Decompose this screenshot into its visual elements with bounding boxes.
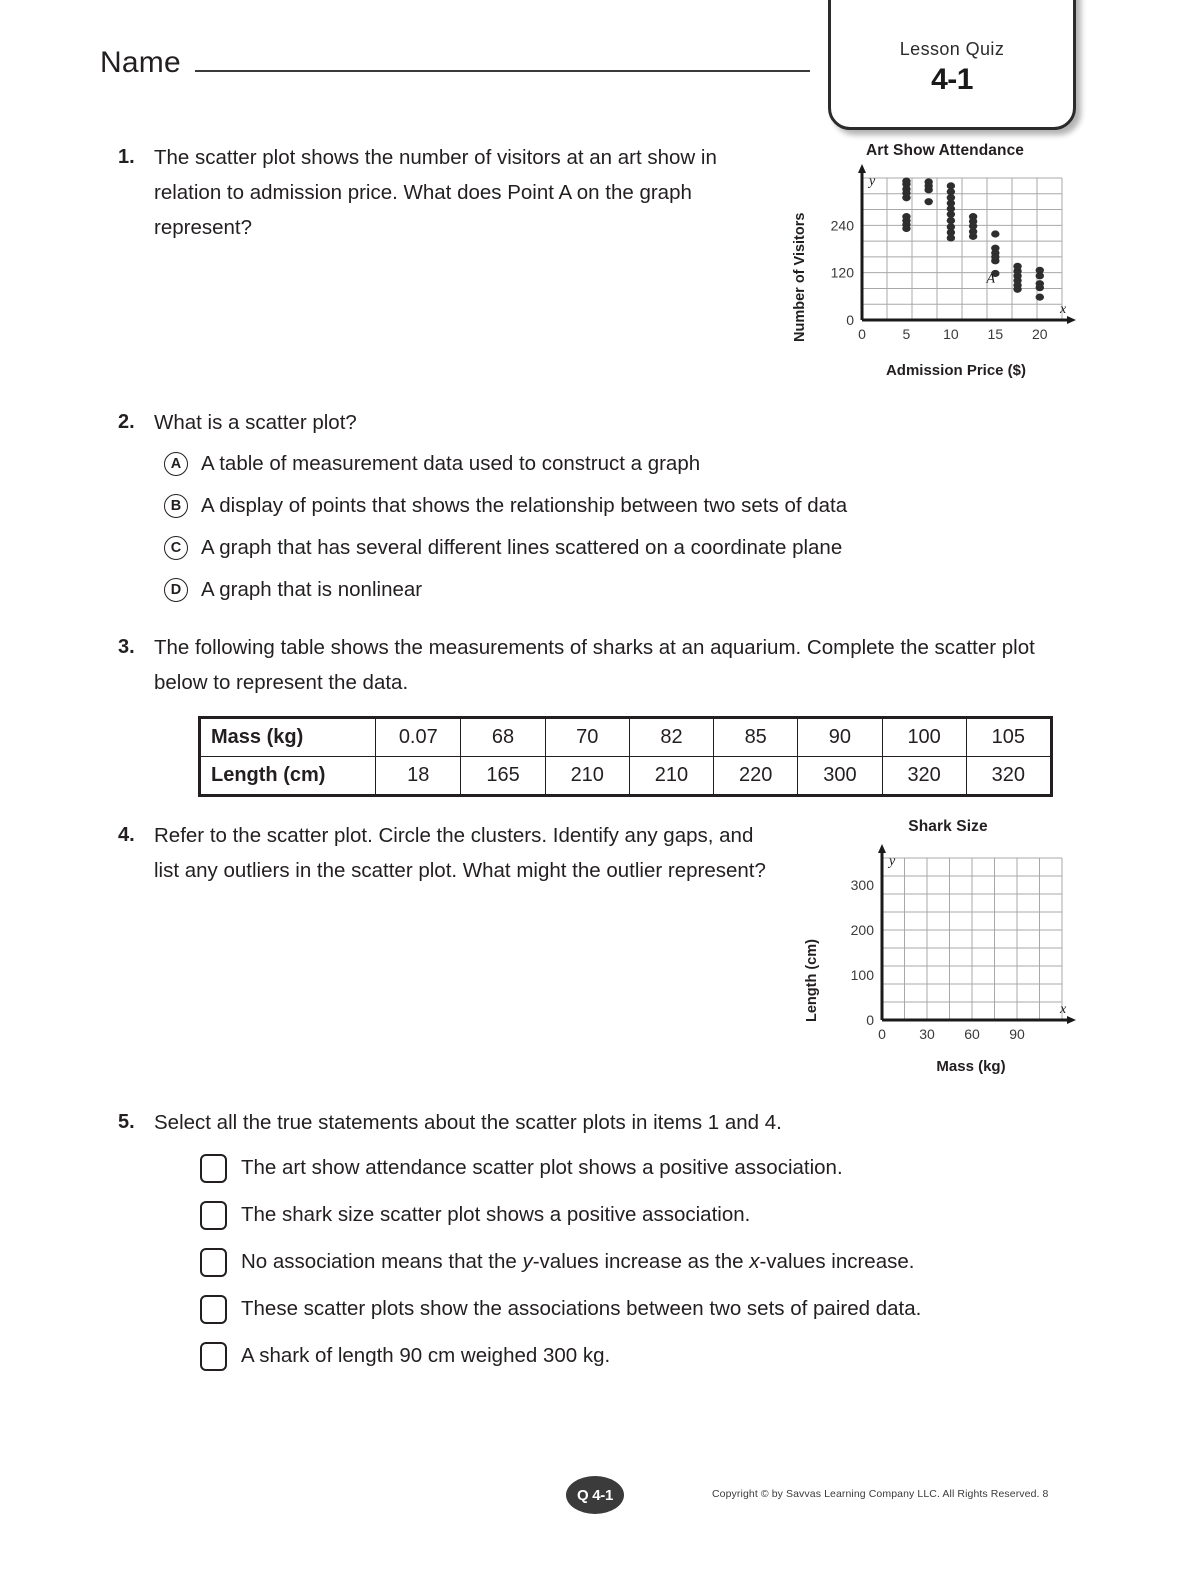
svg-text:120: 120 xyxy=(830,264,854,281)
question-4-body xyxy=(154,818,778,888)
lesson-number: 4-1 xyxy=(931,63,973,96)
choice-bubble-d[interactable]: D xyxy=(164,578,188,602)
svg-text:y: y xyxy=(869,174,876,189)
choice-option-a[interactable] xyxy=(164,446,1038,482)
choice-option-b[interactable] xyxy=(164,488,1038,524)
table-cell: 18 xyxy=(376,757,461,796)
svg-text:0: 0 xyxy=(878,1026,886,1042)
chart-1-plot-area xyxy=(770,160,1090,360)
question-4 xyxy=(118,818,778,888)
checkbox-row-4[interactable] xyxy=(200,1290,1048,1328)
table-cell: 300 xyxy=(798,757,882,796)
choice-bubble-c[interactable]: C xyxy=(164,536,188,560)
svg-text:10: 10 xyxy=(943,326,959,342)
checkbox-label: A shark of length 90 cm weighed 300 kg. xyxy=(241,1344,611,1367)
checkbox-label: No association means that the y-values increase as the x-values increase. xyxy=(241,1250,915,1273)
choice-text-b: A display of points that shows the relationship between two sets of data xyxy=(201,494,848,517)
svg-text:x: x xyxy=(1060,1002,1067,1017)
svg-text:60: 60 xyxy=(964,1026,980,1042)
checkbox-label: The art show attendance scatter plot shows a positive association. xyxy=(241,1156,843,1179)
table-cell: 70 xyxy=(545,718,629,757)
question-5-checklist xyxy=(200,1149,1048,1375)
question-5-body xyxy=(154,1105,1048,1375)
svg-text:20: 20 xyxy=(1031,326,1048,342)
table-cell: 82 xyxy=(629,718,713,757)
question-3-text: The following table shows the measurements of sharks at an aquarium. Complete the scatter plot below to represent the data. xyxy=(154,636,1035,694)
footer-copyright: Copyright © by Savvas Learning Company LLC. All Rights Reserved. 8 xyxy=(712,1488,1049,1500)
shark-measurements-table xyxy=(198,716,1053,797)
choice-option-c[interactable] xyxy=(164,530,1038,566)
choice-text-d: A graph that is nonlinear xyxy=(201,578,423,601)
table-cell: 165 xyxy=(461,757,545,796)
chart-2-plot-area[interactable] xyxy=(780,836,1080,1056)
svg-text:A: A xyxy=(986,271,996,287)
question-3 xyxy=(118,630,1053,797)
name-label: Name xyxy=(100,46,181,79)
question-5-number: 5. xyxy=(118,1111,135,1133)
svg-text:200: 200 xyxy=(850,922,874,938)
choice-bubble-b[interactable]: B xyxy=(164,494,188,518)
table-cell: 90 xyxy=(798,718,882,757)
question-1-text: The scatter plot shows the number of visitors at an art show in relation to admission price. What does Point A on the graph represent? xyxy=(154,146,717,239)
table-cell: 210 xyxy=(629,757,713,796)
question-3-number: 3. xyxy=(118,636,135,658)
checkbox-icon[interactable] xyxy=(200,1201,227,1230)
question-4-text: Refer to the scatter plot. Circle the clusters. Identify any gaps, and list any outliers in the scatter plot. What might the outlier represent? xyxy=(154,824,766,882)
svg-text:5: 5 xyxy=(902,326,911,342)
chart-1-x-axis-label: Admission Price ($) xyxy=(885,362,1027,379)
chart-2-x-axis-label: Mass (kg) xyxy=(936,1058,1006,1075)
table-cell: 210 xyxy=(545,757,629,796)
checkbox-row-2[interactable] xyxy=(200,1196,1048,1234)
checkbox-label: The shark size scatter plot shows a positive association. xyxy=(241,1203,751,1226)
table-cell: 220 xyxy=(714,757,798,796)
choice-option-d[interactable] xyxy=(164,572,1038,608)
checkbox-icon[interactable] xyxy=(200,1342,227,1371)
table-cell: 105 xyxy=(966,718,1051,757)
chart-2-title: Shark Size xyxy=(908,818,988,835)
question-4-number: 4. xyxy=(118,824,135,846)
checkbox-row-1[interactable] xyxy=(200,1149,1048,1187)
choice-text-a: A table of measurement data used to construct a graph xyxy=(201,452,701,475)
chart-art-show-attendance xyxy=(770,142,1090,379)
svg-text:0: 0 xyxy=(858,326,866,342)
question-1-body xyxy=(154,140,778,245)
chart-1-title: Art Show Attendance xyxy=(865,142,1025,159)
checkbox-icon[interactable] xyxy=(200,1154,227,1183)
table-row-length xyxy=(200,757,1052,796)
table-cell: 100 xyxy=(882,718,966,757)
table-cell: 0.07 xyxy=(376,718,461,757)
svg-text:100: 100 xyxy=(850,967,874,983)
chart-shark-size xyxy=(780,818,1080,1075)
lesson-quiz-label: Lesson Quiz xyxy=(899,39,1005,59)
svg-text:15: 15 xyxy=(987,326,1004,342)
checkbox-row-3[interactable] xyxy=(200,1243,1048,1281)
question-1 xyxy=(118,140,778,245)
question-2-text: What is a scatter plot? xyxy=(154,411,357,434)
table-rowheader-mass: Mass (kg) xyxy=(200,718,376,757)
choice-bubble-a[interactable]: A xyxy=(164,452,188,476)
question-2-number: 2. xyxy=(118,411,135,433)
table-cell: 320 xyxy=(882,757,966,796)
question-3-body xyxy=(154,630,1053,797)
question-5 xyxy=(118,1105,1048,1375)
svg-text:0: 0 xyxy=(866,1012,874,1028)
question-2-body xyxy=(154,405,1038,608)
svg-text:30: 30 xyxy=(919,1026,935,1042)
name-field-row xyxy=(100,36,810,80)
choice-text-c: A graph that has several different lines scattered on a coordinate plane xyxy=(201,536,843,559)
lesson-quiz-tab xyxy=(828,0,1076,130)
table-cell: 68 xyxy=(461,718,545,757)
table-row-mass xyxy=(200,718,1052,757)
table-cell: 85 xyxy=(714,718,798,757)
question-2 xyxy=(118,405,1038,608)
question-2-choices xyxy=(164,446,1038,608)
table-cell: 320 xyxy=(966,757,1051,796)
svg-text:y: y xyxy=(889,854,896,869)
svg-text:300: 300 xyxy=(850,877,874,893)
question-5-text: Select all the true statements about the scatter plots in items 1 and 4. xyxy=(154,1111,782,1134)
chart-1-y-axis-label: Number of Visitors xyxy=(792,212,808,342)
svg-text:240: 240 xyxy=(830,217,854,234)
name-write-line[interactable] xyxy=(195,36,810,72)
svg-text:90: 90 xyxy=(1009,1026,1025,1042)
table-rowheader-length: Length (cm) xyxy=(200,757,376,796)
checkbox-icon[interactable] xyxy=(200,1295,227,1324)
footer-quiz-badge: Q 4-1 xyxy=(566,1476,624,1514)
checkbox-label: These scatter plots show the associations between two sets of paired data. xyxy=(241,1297,922,1320)
svg-text:0: 0 xyxy=(846,312,854,328)
svg-text:x: x xyxy=(1060,302,1067,317)
question-1-number: 1. xyxy=(118,146,135,168)
chart-2-y-axis-label: Length (cm) xyxy=(804,939,820,1022)
checkbox-row-5[interactable] xyxy=(200,1337,1048,1375)
checkbox-icon[interactable] xyxy=(200,1248,227,1277)
